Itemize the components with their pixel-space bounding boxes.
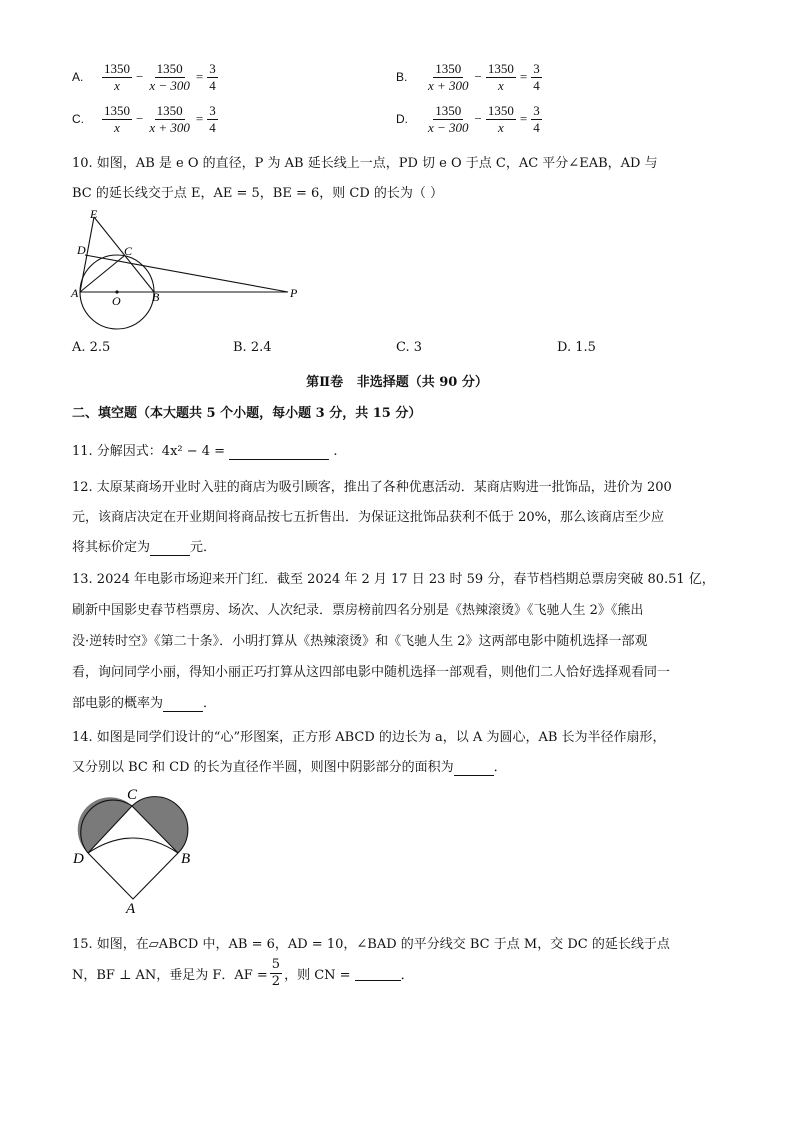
label-b: B <box>181 851 191 867</box>
option-d: D. $\frac{1350}{x - 300}$ − $\frac{1350}{x}$ = $\frac{3}{4}$ <box>396 103 540 135</box>
question-15-line-1: 15. 如图，在▱ABCD 中，AB = 6，AD = 10，∠BAD 的平分线交 BC 于点 M，交 DC 的延长线于点 <box>72 937 670 952</box>
tangent-dp <box>85 255 288 292</box>
fraction: $\frac{1350}{x - 300}$ <box>149 61 190 93</box>
question-14-line-2: 又分别以 BC 和 CD 的长为直径作半圆，则图中阴影部分的面积为 ． <box>72 760 507 775</box>
label-c: C <box>127 787 138 803</box>
question-10-line-1: 10. 如图，AB 是 e O 的直径，P 为 AB 延长线上一点，PD 切 e O 于点 C，AC 平分∠EAB，AD 与 <box>72 156 658 171</box>
option-letter: A. <box>72 70 84 85</box>
question-14-line-1: 14. 如图是同学们设计的“心”形图案，正方形 ABCD 的边长为 a，以 A 为圆心，AB 长为半径作扇形， <box>72 730 666 745</box>
label-b: B <box>152 290 160 304</box>
fraction: $\frac{3}{4}$ <box>209 61 216 93</box>
answer-blank[interactable] <box>163 696 203 712</box>
option-a: A. $\frac{1350}{x}$ − $\frac{1350}{x - 300}$ = $\frac{3}{4}$ <box>72 61 216 93</box>
q10-option-b: B. 2.4 <box>233 340 272 355</box>
question-13-line-4: 看，询问同学小丽，得知小丽正巧打算从这四部电影中随机选择一部观看，则他们二人恰好选择观看同一 <box>72 665 671 680</box>
option-letter: B. <box>396 70 408 85</box>
label-d: D <box>77 243 86 257</box>
fraction: $\frac{1350}{x + 300}$ <box>428 61 469 93</box>
answer-blank[interactable] <box>355 965 401 981</box>
fraction: $\frac{1350}{x - 300}$ <box>428 103 469 135</box>
heart-figure <box>70 785 205 915</box>
label-o: O <box>112 294 121 308</box>
question-15-line-2: N，BF ⊥ AN，垂足为 F．AF = $\frac{5}{2}$ ，则 CN = ． <box>72 957 414 989</box>
option-c: C. $\frac{1350}{x}$ − $\frac{1350}{x + 300}$ = $\frac{3}{4}$ <box>72 103 216 135</box>
question-12-line-2: 元，该商店决定在开业期间将商品按七五折售出．为保证这批饰品获利不低于 20%，那么该商店至少应 <box>72 510 665 525</box>
fraction: $\frac{3}{4}$ <box>533 61 540 93</box>
label-c: C <box>124 244 133 258</box>
fraction: $\frac{1350}{x}$ <box>487 103 514 135</box>
line-ac <box>80 256 124 292</box>
answer-blank[interactable] <box>454 760 494 776</box>
option-b: B. $\frac{1350}{x + 300}$ − $\frac{1350}{x}$ = $\frac{3}{4}$ <box>396 61 540 93</box>
label-p: P <box>290 286 298 300</box>
question-13-line-2: 刷新中国影史春节档票房、场次、人次纪录．票房榜前四名分别是《热辣滚烫》《飞驰人生 2》《熊出 <box>72 603 644 618</box>
question-13-line-3: 没·逆转时空》《第二十条》．小明打算从《热辣滚烫》和《飞驰人生 2》这两部电影中随机选择一部观 <box>72 634 648 649</box>
question-11-text: 11. 分解因式：4x² − 4 = <box>72 444 226 459</box>
option-letter: C. <box>72 112 84 127</box>
q10-option-a: A. 2.5 <box>72 340 111 355</box>
fraction: $\frac{3}{4}$ <box>533 103 540 135</box>
section-2-title: 二、填空题（本大题共 5 个小题，每小题 3 分，共 15 分） <box>72 406 422 421</box>
label-a: A <box>126 901 136 915</box>
answer-blank[interactable] <box>229 444 329 460</box>
label-e: E <box>90 207 98 221</box>
q10-option-c: C. 3 <box>396 340 423 355</box>
question-12-line-1: 12. 太原某商场开业时入驻的商店为吸引顾客，推出了各种优惠活动．某商店购进一批饰品，进价为 200 <box>72 480 672 495</box>
label-d: D <box>73 851 84 867</box>
question-10-line-2: BC 的延长线交于点 E，AE = 5，BE = 6，则 CD 的长为（ ） <box>72 186 444 201</box>
label-a: A <box>71 286 79 300</box>
question-13-line-1: 13. 2024 年电影市场迎来开门红．截至 2024 年 2 月 17 日 23 时 59 分，春节档档期总票房突破 80.51 亿， <box>72 572 715 587</box>
q10-option-d: D. 1.5 <box>557 340 596 355</box>
fraction: $\frac{1350}{x + 300}$ <box>149 103 190 135</box>
fraction: $\frac{1350}{x}$ <box>104 61 130 93</box>
circle-tangent-figure <box>66 205 306 335</box>
question-13-line-5: 部电影的概率为 ． <box>72 696 217 711</box>
fraction: $\frac{1350}{x}$ <box>104 103 130 135</box>
option-letter: D. <box>396 112 408 127</box>
answer-blank[interactable] <box>150 540 190 556</box>
question-12-line-3: 将其标价定为 元． <box>72 540 217 555</box>
fraction: $\frac{1350}{x}$ <box>487 61 514 93</box>
question-11: 11. 分解因式：4x² − 4 = . <box>72 444 338 459</box>
part-2-title: 第Ⅱ卷 非选择题（共 90 分） <box>306 375 488 390</box>
fraction: $\frac{3}{4}$ <box>209 103 216 135</box>
fraction: $\frac{5}{2}$ <box>271 957 281 989</box>
